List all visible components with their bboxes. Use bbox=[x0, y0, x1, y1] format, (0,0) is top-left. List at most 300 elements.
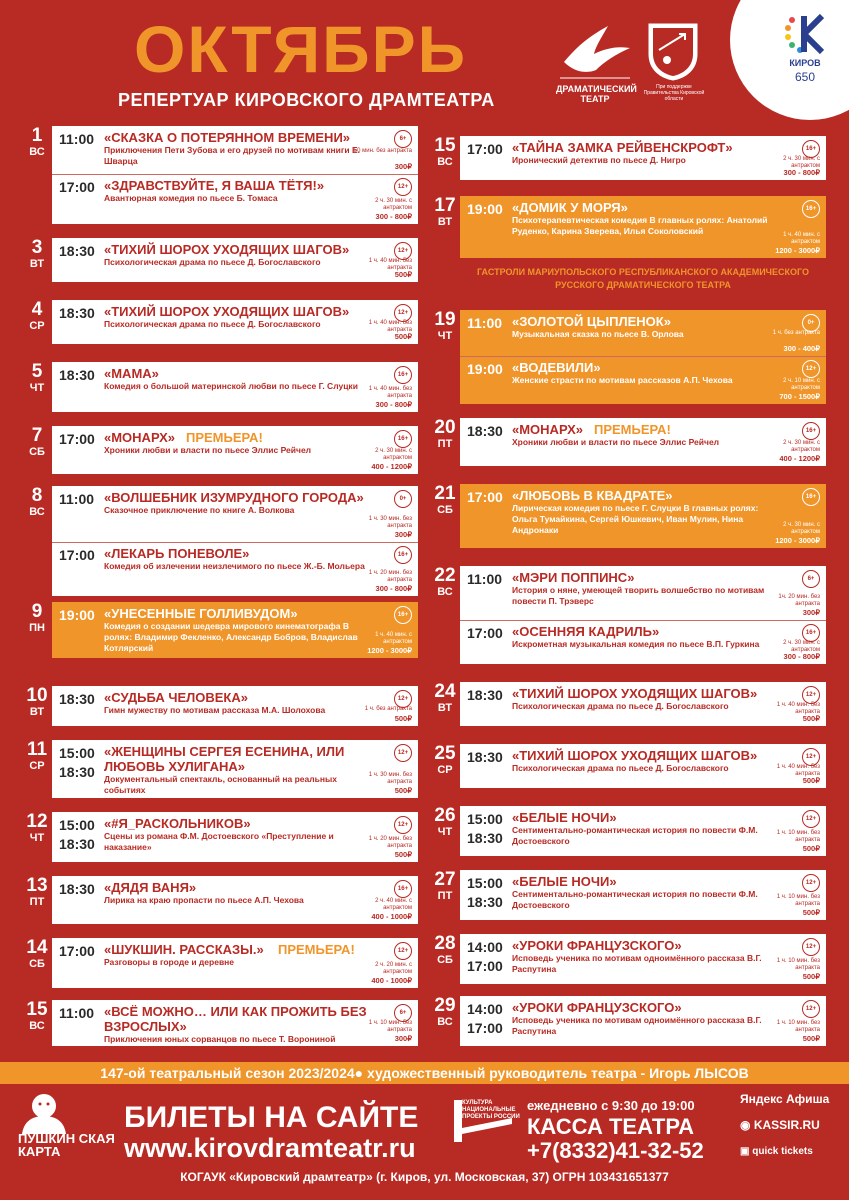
age-rating-badge: 16+ bbox=[394, 430, 412, 448]
event-duration: 2 ч. 30 мин. с антрактом bbox=[375, 198, 412, 211]
event-title: «МАМА» bbox=[104, 366, 159, 381]
premiere-label: ПРЕМЬЕРА! bbox=[278, 942, 355, 957]
event-duration: 1 ч. 40 мин. без антракта bbox=[776, 702, 820, 715]
event-title: «ТИХИЙ ШОРОХ УХОДЯЩИХ ШАГОВ» bbox=[104, 304, 350, 319]
partner-quick-tickets-label: quick tickets bbox=[752, 1146, 813, 1157]
event-duration: 50 мин. без антракта bbox=[353, 148, 412, 154]
event-row[interactable] bbox=[460, 196, 826, 258]
age-rating-badge: 12+ bbox=[802, 810, 820, 828]
event-time: 17:00 bbox=[59, 943, 95, 959]
day-weekday: ВТ bbox=[29, 258, 45, 270]
event-card bbox=[460, 806, 826, 856]
day-number: 11 bbox=[26, 739, 48, 760]
partner-quick-tickets[interactable] bbox=[740, 1146, 813, 1157]
event-row[interactable] bbox=[52, 486, 418, 542]
day-block bbox=[430, 934, 826, 984]
day-number: 7 bbox=[31, 425, 43, 446]
event-price: 500₽ bbox=[394, 332, 412, 341]
pushkin-card-logo bbox=[14, 1090, 124, 1166]
age-rating-badge: 16+ bbox=[394, 546, 412, 564]
event-price: 500₽ bbox=[394, 270, 412, 279]
event-price: 500₽ bbox=[394, 714, 412, 723]
event-card bbox=[52, 126, 418, 224]
day-weekday: ВС bbox=[29, 1020, 45, 1032]
event-title: «ТИХИЙ ШОРОХ УХОДЯЩИХ ШАГОВ» bbox=[512, 748, 758, 763]
day-weekday: СБ bbox=[29, 958, 45, 970]
event-card bbox=[460, 136, 826, 180]
event-time: 18:30 bbox=[467, 749, 503, 765]
event-row[interactable] bbox=[460, 566, 826, 620]
event-title: «ЗОЛОТОЙ ЦЫПЛЕНОК» bbox=[512, 314, 671, 329]
event-row[interactable] bbox=[52, 812, 418, 862]
event-price: 300 - 800₽ bbox=[783, 168, 820, 177]
day-number: 14 bbox=[26, 937, 48, 958]
event-time: 14:00 bbox=[467, 939, 503, 955]
event-description: Сцены из романа Ф.М. Достоевского «Преступление и наказание» bbox=[104, 831, 334, 852]
event-time-second: 17:00 bbox=[467, 1020, 503, 1036]
event-duration: 2 ч. 30 мин. с антрактом bbox=[783, 522, 820, 535]
day-block bbox=[430, 870, 826, 920]
pushkin-portrait-icon bbox=[14, 1090, 74, 1134]
age-rating-badge: 6+ bbox=[802, 570, 820, 588]
event-description: Психотерапевтическая комедия В главных ролях: Анатолий Руденко, Карина Зверева, Илья Соколовский bbox=[512, 215, 768, 236]
event-price: 700 - 1500₽ bbox=[779, 392, 820, 401]
event-title: «ОСЕННЯЯ КАДРИЛЬ» bbox=[512, 624, 660, 639]
day-weekday: ВС bbox=[437, 1016, 453, 1028]
event-card bbox=[52, 740, 418, 798]
event-price: 500₽ bbox=[802, 908, 820, 917]
event-title: «ТАЙНА ЗАМКА РЕЙВЕНСКРОФТ» bbox=[512, 140, 733, 155]
event-description: Сентиментально-романтическая история по повести Ф.М. Достоевского bbox=[512, 889, 758, 910]
event-title: «БЕЛЫЕ НОЧИ» bbox=[512, 810, 617, 825]
event-description: Комедия о создании шедевра мирового кинематографа В ролях: Владимир Фекленко, Александр Бобров, Владислав Котлярский bbox=[104, 621, 358, 653]
event-price: 1200 - 3000₽ bbox=[775, 536, 820, 545]
day-number: 25 bbox=[434, 743, 456, 764]
event-row[interactable] bbox=[460, 744, 826, 788]
event-duration: 1 ч. без антракта bbox=[364, 706, 412, 712]
event-description: Музыкальная сказка по пьесе В. Орлова bbox=[512, 329, 684, 339]
day-block bbox=[22, 740, 418, 798]
day-weekday: ПТ bbox=[437, 890, 453, 902]
event-time: 11:00 bbox=[467, 315, 503, 331]
event-card bbox=[52, 300, 418, 344]
event-row[interactable] bbox=[52, 542, 418, 596]
event-description: Психологическая драма по пьесе Д. Богославского bbox=[104, 257, 321, 267]
age-rating-badge: 12+ bbox=[802, 874, 820, 892]
day-number: 3 bbox=[31, 237, 43, 258]
event-time: 17:00 bbox=[59, 547, 95, 563]
event-title: «ЛЕКАРЬ ПОНЕВОЛЕ» bbox=[104, 546, 250, 561]
day-block bbox=[430, 310, 826, 404]
day-weekday: ВТ bbox=[437, 216, 453, 228]
day-weekday: ВТ bbox=[29, 706, 45, 718]
day-number: 26 bbox=[434, 805, 456, 826]
event-title: «ДЯДЯ ВАНЯ» bbox=[104, 880, 197, 895]
event-duration: 1 ч. 40 мин. без антракта bbox=[368, 320, 412, 333]
day-block bbox=[22, 300, 418, 344]
event-description: Документальный спектакль, основанный на реальных событиях bbox=[104, 774, 338, 795]
event-description: История о няне, умеющей творить волшебство по мотивам повести П. Трэверс bbox=[512, 585, 765, 606]
day-block bbox=[430, 136, 826, 180]
event-price: 300 - 800₽ bbox=[783, 652, 820, 661]
partner-kassir[interactable] bbox=[740, 1118, 820, 1132]
partner-yandex-afisha[interactable]: Яндекс Афиша bbox=[740, 1092, 830, 1106]
event-duration: 2 ч. 40 мин. с антрактом bbox=[375, 898, 412, 911]
event-description: Иронический детектив по пьесе Д. Нигро bbox=[512, 155, 686, 165]
event-price: 500₽ bbox=[802, 844, 820, 853]
day-number: 4 bbox=[31, 299, 43, 320]
day-block bbox=[430, 744, 826, 788]
event-time: 11:00 bbox=[467, 571, 503, 587]
event-description: Исповедь ученика по мотивам одноимённого рассказа В.Г. Распутина bbox=[512, 953, 762, 974]
event-description: Сказочное приключение по книге А. Волкова bbox=[104, 505, 295, 515]
day-number: 29 bbox=[434, 995, 456, 1016]
ticket-icon: ▣ bbox=[740, 1146, 753, 1157]
event-row[interactable] bbox=[52, 300, 418, 344]
event-card bbox=[460, 484, 826, 548]
day-block bbox=[430, 806, 826, 856]
day-weekday: ПТ bbox=[29, 896, 45, 908]
event-row[interactable] bbox=[52, 126, 418, 174]
event-time: 17:00 bbox=[467, 489, 503, 505]
event-time: 17:00 bbox=[467, 141, 503, 157]
partner-kassir-label: KASSIR.RU bbox=[753, 1118, 820, 1132]
event-duration: 2 ч. 30 мин. с антрактом bbox=[783, 156, 820, 169]
event-description: Хроники любви и власти по пьесе Эллис Рейчел bbox=[104, 445, 312, 455]
event-price: 300₽ bbox=[394, 162, 412, 171]
event-price: 400 - 1000₽ bbox=[371, 976, 412, 985]
event-card bbox=[460, 310, 826, 404]
event-divider bbox=[460, 620, 826, 621]
event-time: 15:00 bbox=[59, 817, 95, 833]
event-duration: 2 ч. 30 мин. с антрактом bbox=[783, 640, 820, 653]
event-time-second: 18:30 bbox=[59, 764, 95, 780]
event-description: Лирическая комедия по пьесе Г. Слуцки В главных ролях: Ольга Тумайкина, Сергей Юшкевич, Иван Мулин, Нина Андронаки bbox=[512, 503, 759, 535]
event-time: 18:30 bbox=[467, 423, 503, 439]
event-card bbox=[52, 812, 418, 862]
event-row[interactable] bbox=[460, 682, 826, 726]
age-rating-badge: 12+ bbox=[394, 304, 412, 322]
day-number: 1 bbox=[31, 125, 43, 146]
event-time: 18:30 bbox=[59, 305, 95, 321]
day-number: 8 bbox=[31, 485, 43, 506]
box-office-phone[interactable]: +7(8332)41-32-52 bbox=[527, 1138, 704, 1163]
event-row[interactable] bbox=[52, 174, 418, 224]
day-number: 28 bbox=[434, 933, 456, 954]
event-duration: 1 ч. 10 мин. без антракта bbox=[776, 830, 820, 843]
day-weekday: СР bbox=[29, 760, 45, 772]
event-row[interactable] bbox=[52, 602, 418, 658]
season-banner: 147-ой театральный сезон 2023/2024● художественный руководитель театра - Игорь ЛЫСОВ bbox=[0, 1062, 849, 1084]
event-divider bbox=[52, 542, 418, 543]
event-description: Сентиментально-романтическая история по повести Ф.М. Достоевского bbox=[512, 825, 758, 846]
event-title: «ВСЁ МОЖНО… ИЛИ КАК ПРОЖИТЬ БЕЗ ВЗРОСЛЫХ» bbox=[104, 1004, 367, 1034]
event-price: 500₽ bbox=[394, 786, 412, 795]
event-price: 300 - 800₽ bbox=[375, 584, 412, 593]
event-row[interactable] bbox=[52, 426, 418, 474]
event-row[interactable] bbox=[52, 740, 418, 798]
event-description: Искрометная музыкальная комедия по пьесе В.П. Гуркина bbox=[512, 639, 760, 649]
event-duration: 1 ч. без антракта bbox=[772, 330, 820, 336]
event-time: 15:00 bbox=[59, 745, 95, 761]
event-title: «СКАЗКА О ПОТЕРЯННОМ ВРЕМЕНИ» bbox=[104, 130, 351, 145]
age-rating-badge: 12+ bbox=[802, 686, 820, 704]
coat-of-arms-icon bbox=[645, 20, 701, 82]
event-price: 500₽ bbox=[394, 850, 412, 859]
event-duration: 2 ч. 10 мин. с антрактом bbox=[783, 378, 820, 391]
theatre-logo bbox=[556, 18, 637, 104]
day-block bbox=[22, 686, 418, 726]
event-duration: 1 ч. 10 мин. без антракта bbox=[776, 958, 820, 971]
event-time: 11:00 bbox=[59, 1005, 95, 1021]
kirov-650-logo bbox=[780, 12, 830, 82]
event-row[interactable] bbox=[460, 620, 826, 664]
event-time-second: 18:30 bbox=[467, 894, 503, 910]
event-title: «МОНАРХ» bbox=[104, 430, 176, 445]
day-block bbox=[22, 938, 418, 988]
website-link[interactable]: www.kirovdramteatr.ru bbox=[124, 1133, 416, 1163]
event-price: 300₽ bbox=[802, 608, 820, 617]
event-price: 300₽ bbox=[394, 1034, 412, 1043]
day-number: 19 bbox=[434, 309, 456, 330]
event-title: «МОНАРХ» bbox=[512, 422, 584, 437]
age-rating-badge: 16+ bbox=[802, 422, 820, 440]
event-row[interactable] bbox=[460, 996, 826, 1046]
tour-notice: ГАСТРОЛИ МАРИУПОЛЬСКОГО РЕСПУБЛИКАНСКОГО АКАДЕМИЧЕСКОГО РУССКОГО ДРАМАТИЧЕСКОГО ТЕАТРА bbox=[477, 267, 809, 290]
event-duration: 1 ч. 40 мин. без антракта bbox=[776, 764, 820, 777]
day-weekday: ВС bbox=[437, 586, 453, 598]
coat-of-arms bbox=[643, 20, 705, 102]
event-price: 500₽ bbox=[802, 1034, 820, 1043]
event-description: Психологическая драма по пьесе Д. Богославского bbox=[104, 319, 321, 329]
event-card bbox=[52, 1000, 418, 1046]
event-card bbox=[460, 682, 826, 726]
day-weekday: ПТ bbox=[437, 438, 453, 450]
day-block bbox=[430, 566, 826, 664]
day-block bbox=[22, 362, 418, 412]
event-time-second: 17:00 bbox=[467, 958, 503, 974]
age-rating-badge: 12+ bbox=[802, 748, 820, 766]
day-block bbox=[430, 484, 826, 548]
event-description: Комедия о большой материнской любви по пьесе Г. Слуцки bbox=[104, 381, 358, 391]
event-price: 300 - 800₽ bbox=[375, 212, 412, 221]
event-row[interactable] bbox=[460, 870, 826, 920]
event-description: Комедия об излечении неизлечимого по пьесе Ж.-Б. Мольера bbox=[104, 561, 365, 571]
event-title: «ТИХИЙ ШОРОХ УХОДЯЩИХ ШАГОВ» bbox=[512, 686, 758, 701]
day-number: 15 bbox=[26, 999, 48, 1020]
event-time: 11:00 bbox=[59, 131, 95, 147]
event-price: 400 - 1200₽ bbox=[371, 462, 412, 471]
event-title: «ВОДЕВИЛИ» bbox=[512, 360, 601, 375]
event-time: 18:30 bbox=[59, 881, 95, 897]
event-divider bbox=[460, 356, 826, 357]
day-weekday: ВС bbox=[437, 156, 453, 168]
event-time: 18:30 bbox=[59, 243, 95, 259]
event-title: «ШУКШИН. РАССКАЗЫ.» bbox=[104, 942, 264, 957]
event-price: 1200 - 3000₽ bbox=[367, 646, 412, 655]
age-rating-badge: 6+ bbox=[394, 130, 412, 148]
event-time-second: 18:30 bbox=[59, 836, 95, 852]
event-title: «ЛЮБОВЬ В КВАДРАТЕ» bbox=[512, 488, 673, 503]
event-card bbox=[52, 686, 418, 726]
day-number: 10 bbox=[26, 685, 48, 706]
event-card bbox=[52, 362, 418, 412]
event-description: Лирика на краю пропасти по пьесе А.П. Чехова bbox=[104, 895, 304, 905]
day-weekday: СБ bbox=[437, 504, 453, 516]
event-duration: 1 ч. 40 мин. с антрактом bbox=[783, 232, 820, 245]
page-subtitle: РЕПЕРТУАР КИРОВСКОГО ДРАМТЕАТРА bbox=[118, 90, 495, 110]
age-rating-badge: 12+ bbox=[394, 942, 412, 960]
event-card bbox=[460, 418, 826, 466]
event-time: 18:30 bbox=[59, 691, 95, 707]
day-block bbox=[430, 418, 826, 466]
event-row[interactable] bbox=[460, 806, 826, 856]
day-block bbox=[22, 1000, 418, 1046]
event-time: 15:00 bbox=[467, 811, 503, 827]
event-card bbox=[460, 996, 826, 1046]
event-duration: 1 ч. 40 мин. без антракта bbox=[368, 386, 412, 399]
day-block bbox=[22, 238, 418, 282]
event-row[interactable] bbox=[460, 484, 826, 548]
event-time: 18:30 bbox=[59, 367, 95, 383]
event-time: 15:00 bbox=[467, 875, 503, 891]
age-rating-badge: 16+ bbox=[394, 366, 412, 384]
event-row[interactable] bbox=[460, 356, 826, 404]
event-divider bbox=[52, 174, 418, 175]
event-duration: 1 ч. 10 мин. без антракта bbox=[776, 1020, 820, 1033]
event-time-second: 18:30 bbox=[467, 830, 503, 846]
event-price: 300₽ bbox=[394, 530, 412, 539]
event-title: «БЕЛЫЕ НОЧИ» bbox=[512, 874, 617, 889]
pushkin-card-text: ПУШКИН СКАЯ КАРТА bbox=[18, 1131, 115, 1159]
event-duration: 2 ч. 30 мин. с антрактом bbox=[375, 448, 412, 461]
day-number: 21 bbox=[434, 483, 456, 504]
event-title: «ДОМИК У МОРЯ» bbox=[512, 200, 628, 215]
event-duration: 1 ч. 40 мин. без антракта bbox=[368, 258, 412, 271]
event-card bbox=[460, 566, 826, 664]
day-block bbox=[22, 426, 418, 474]
age-rating-badge: 12+ bbox=[394, 744, 412, 762]
day-block bbox=[22, 602, 418, 658]
age-rating-badge: 16+ bbox=[394, 606, 412, 624]
event-title: «ВОЛШЕБНИК ИЗУМРУДНОГО ГОРОДА» bbox=[104, 490, 364, 505]
box-office-hours: ежедневно с 9:30 до 19:00 bbox=[527, 1098, 695, 1113]
day-weekday: ЧТ bbox=[29, 832, 45, 844]
event-duration: 1 ч. 40 мин. с антрактом bbox=[375, 632, 412, 645]
event-time: 17:00 bbox=[59, 431, 95, 447]
event-description: Психологическая драма по пьесе Д. Богославского bbox=[512, 763, 729, 773]
box-office-heading: КАССА ТЕАТРА bbox=[527, 1114, 694, 1139]
day-weekday: ВС bbox=[29, 146, 45, 158]
day-weekday: ВТ bbox=[437, 702, 453, 714]
event-title: «ЗДРАВСТВУЙТЕ, Я ВАША ТЁТЯ!» bbox=[104, 178, 325, 193]
event-row[interactable] bbox=[460, 310, 826, 356]
day-block bbox=[430, 996, 826, 1046]
day-block bbox=[430, 682, 826, 726]
event-row[interactable] bbox=[52, 938, 418, 988]
event-duration: 2 ч. 20 мин. с антрактом bbox=[375, 962, 412, 975]
event-card bbox=[52, 876, 418, 924]
day-number: 12 bbox=[26, 811, 48, 832]
premiere-label: ПРЕМЬЕРА! bbox=[594, 422, 671, 437]
day-block bbox=[22, 126, 418, 224]
kassir-icon: ◉ bbox=[740, 1118, 754, 1132]
event-row[interactable] bbox=[52, 238, 418, 282]
event-title: «МЭРИ ПОППИНС» bbox=[512, 570, 635, 585]
event-row[interactable] bbox=[52, 1000, 418, 1046]
day-number: 15 bbox=[434, 135, 456, 156]
event-description: Исповедь ученика по мотивам одноимённого рассказа В.Г. Распутина bbox=[512, 1015, 762, 1036]
age-rating-badge: 16+ bbox=[802, 488, 820, 506]
event-duration: 1 ч. 10 мин. без антракта bbox=[776, 894, 820, 907]
day-block bbox=[22, 812, 418, 862]
event-time: 19:00 bbox=[467, 361, 503, 377]
day-weekday: СР bbox=[29, 320, 45, 332]
event-price: 1200 - 3000₽ bbox=[775, 246, 820, 255]
theatre-logo-text: ДРАМАТИЧЕСКИЙ ТЕАТР bbox=[556, 84, 637, 104]
event-card bbox=[52, 602, 418, 658]
event-time: 18:30 bbox=[467, 687, 503, 703]
event-time: 17:00 bbox=[467, 625, 503, 641]
event-duration: 2 ч. 30 мин. с антрактом bbox=[783, 440, 820, 453]
day-number: 5 bbox=[31, 361, 43, 382]
event-row[interactable] bbox=[460, 418, 826, 466]
age-rating-badge: 16+ bbox=[802, 140, 820, 158]
event-description: Психологическая драма по пьесе Д. Богославского bbox=[512, 701, 729, 711]
national-projects-text: КУЛЬТУРА НАЦИОНАЛЬНЫЕ ПРОЕКТЫ РОССИИ bbox=[462, 1100, 520, 1120]
event-description: Авантюрная комедия по пьесе Б. Томаса bbox=[104, 193, 278, 203]
event-price: 300 - 800₽ bbox=[375, 400, 412, 409]
day-weekday: СБ bbox=[437, 954, 453, 966]
age-rating-badge: 12+ bbox=[802, 1000, 820, 1018]
event-title: «#Я_РАСКОЛЬНИКОВ» bbox=[104, 816, 251, 831]
age-rating-badge: 0+ bbox=[802, 314, 820, 332]
event-card bbox=[460, 744, 826, 788]
event-card bbox=[460, 934, 826, 984]
age-rating-badge: 12+ bbox=[394, 242, 412, 260]
day-number: 27 bbox=[434, 869, 456, 890]
event-price: 500₽ bbox=[802, 776, 820, 785]
kirov-k-icon bbox=[780, 12, 830, 56]
event-card bbox=[52, 426, 418, 474]
crane-icon bbox=[556, 18, 634, 82]
event-duration: 1 ч. 30 мин. без антракта bbox=[368, 516, 412, 529]
tickets-online-heading: БИЛЕТЫ НА САЙТЕ bbox=[124, 1101, 419, 1134]
event-row[interactable] bbox=[52, 686, 418, 726]
day-weekday: СБ bbox=[29, 446, 45, 458]
kirov-year: 650 bbox=[794, 70, 816, 84]
event-title: «УРОКИ ФРАНЦУЗСКОГО» bbox=[512, 938, 682, 953]
day-number: 17 bbox=[434, 195, 456, 216]
age-rating-badge: 16+ bbox=[802, 200, 820, 218]
age-rating-badge: 12+ bbox=[802, 360, 820, 378]
event-card bbox=[460, 870, 826, 920]
age-rating-badge: 16+ bbox=[394, 880, 412, 898]
event-description: Приключения Пети Зубова и его друзей по мотивам книги Е. Шварца bbox=[104, 145, 361, 166]
age-rating-badge: 16+ bbox=[802, 624, 820, 642]
event-row[interactable] bbox=[52, 362, 418, 412]
header bbox=[0, 0, 849, 120]
event-row[interactable] bbox=[460, 934, 826, 984]
day-number: 22 bbox=[434, 565, 456, 586]
event-row[interactable] bbox=[52, 876, 418, 924]
day-weekday: ВС bbox=[29, 506, 45, 518]
event-time: 19:00 bbox=[467, 201, 503, 217]
age-rating-badge: 12+ bbox=[394, 816, 412, 834]
kirov-name: КИРОВ bbox=[789, 58, 821, 68]
event-row[interactable] bbox=[460, 136, 826, 180]
event-duration: 1 ч. 20 мин. без антракта bbox=[368, 836, 412, 849]
